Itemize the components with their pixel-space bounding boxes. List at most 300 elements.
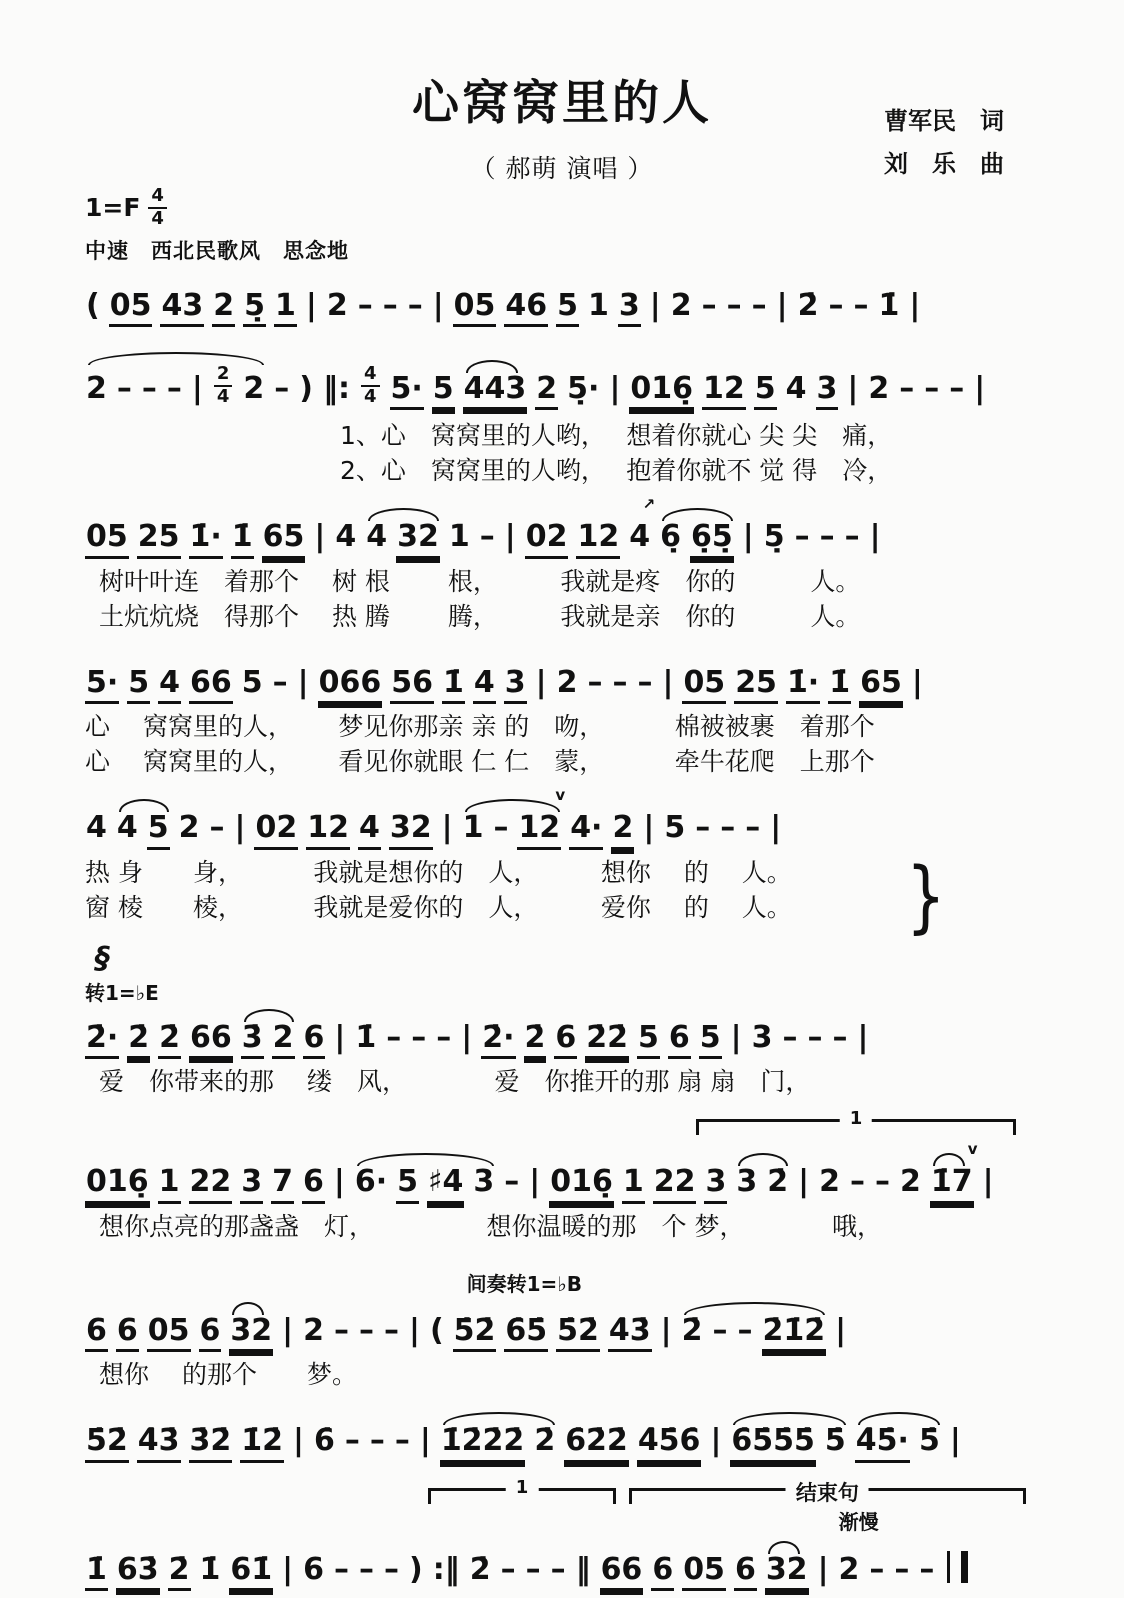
note-token: 7 [271,1166,294,1204]
note-token: 3 [816,373,839,411]
time-signature-bottom: 4 [151,207,164,229]
rit-marking: 渐慢 [838,1509,879,1534]
note-token: 4̇3̇ [137,1425,181,1463]
note-token: 4 [335,519,357,555]
note-token: 12 [306,812,350,850]
note-token: 1̇· [189,521,223,559]
duration-dash: – [726,287,742,323]
tempo-marking: 中速 西北民歌风 思念地 [85,238,349,263]
note-token: 6 [85,1315,108,1353]
duration-dash: – [807,1019,823,1055]
note-token: 066 [318,667,383,705]
slur-group [855,1425,949,1463]
note-token: 6 [554,1022,577,1060]
duration-dash: – [382,287,398,323]
bracket-label: 1 [840,1108,873,1129]
duration-dash: – [383,1312,399,1348]
music-system [85,275,1039,333]
note-token: ♯4 [427,1166,464,1204]
note-token: 2 [86,370,107,406]
duration-dash: – [712,1312,728,1348]
modulation-marking: 转1=♭E [85,980,159,1005]
barline: | [282,1551,294,1587]
note-token: 66 [189,1022,233,1060]
bracket-label: 1 [506,1477,539,1498]
duration-dash: – [924,370,940,406]
duration-dash: – [832,1019,848,1055]
duration-dash: – [828,287,844,323]
time-signature-top: 4 [361,365,380,387]
header [85,0,1039,265]
duration-dash: – [272,664,288,700]
duration-dash: – [745,810,761,846]
note-token: 016̣ [85,1166,150,1204]
notation-line [85,350,1039,418]
credits [884,100,1004,186]
note-token: 3 [473,1164,495,1200]
barline: | [535,664,547,700]
note-token: 2̇ [681,1312,703,1348]
note-token: 4 [116,810,138,846]
note-token: 5̇2̇ [453,1315,497,1353]
note-token: 22 [653,1166,697,1204]
note-token: 6 [302,1166,325,1204]
note-token: 4 [785,370,807,406]
note-token: 4 [86,810,107,846]
lyric-line: 想你点亮的那盏盏 灯， 想你温暖的那 个 梦， 哦， [99,1211,882,1241]
note-token: 2 [819,1164,840,1200]
time-signature-top: 2 [214,365,233,387]
slur-group [659,521,742,559]
barline: | [293,1423,304,1459]
duration-dash: – [479,519,495,555]
note-token: 4 [366,519,388,555]
note-token: 2 [535,373,558,411]
barline: | [817,1551,829,1587]
slur-group [85,365,273,413]
note-token: 2 [899,1164,921,1200]
lyric-line: 爱 你带来的那 缕 风， 爱 你推开的那 扇 扇 门， [99,1067,811,1097]
note-token: 2̇1̇2̇ [762,1315,827,1353]
note-token: 2̇ [127,1022,150,1060]
note-token: 1̇ [878,287,900,323]
note-token: 05 [453,290,497,328]
note-token: 2 [670,287,692,323]
note-token: 1̇ [199,1551,221,1587]
note-token: 1̇2̇ [240,1425,284,1463]
note-token: 65 [262,521,306,559]
note-token: 61̇ [229,1554,273,1592]
lyric-line: 热 身 身， 我就是想你的 人， 想你 的 人。 [85,857,792,887]
note-token: 66 [189,667,233,705]
duration-dash: – [500,1551,516,1587]
barline: | [847,370,859,406]
barline: | [909,287,921,323]
note-token: 5 [637,1022,660,1060]
duration-dash: – [344,1423,360,1459]
barline: | [305,287,317,323]
parenthesis: ) [299,370,313,406]
note-token: 6 [303,1022,326,1060]
time-signature-bottom: 4 [363,386,377,408]
volta-bracket [696,1108,1017,1135]
note-token: 5 [147,812,170,850]
note-token: 2 [556,664,578,700]
note-token: 63̇ [116,1554,160,1592]
music-system [85,786,1039,943]
lyric-line: 树叶叶连 着那个 树 根 根， 我就是疼 你的 人。 [99,566,861,596]
barline: | [461,1019,473,1055]
barline: | [770,810,782,846]
note-token: 4 [158,667,181,705]
music-system [85,1410,1039,1468]
note-token: 05 [682,667,726,705]
note-token: 1̇7 v [930,1166,974,1204]
note-token: 05 [109,290,153,328]
time-signature-bottom: 4 [216,386,230,408]
music-system [85,1262,1039,1393]
duration-dash: – [751,287,767,323]
lyric-line: 心 窝窝里的人， 梦见你那亲 亲 的 吻， 棉被被裹 着那个 [85,712,875,742]
barline: | [649,287,661,323]
note-token: 3 [704,1166,727,1204]
duration-dash: – [436,1019,452,1055]
duration-dash: – [333,1551,349,1587]
barline: | [643,810,655,846]
key-signature [85,187,1039,229]
note-token: 4 [473,667,496,705]
duration-dash: – [949,370,965,406]
note-token: 6̇5̇ [504,1315,548,1353]
note-token: 66 [600,1554,644,1592]
note-token: 46 [504,290,548,328]
time-signature-top: 4 [148,187,167,209]
duration-dash: – [166,370,182,406]
duration-dash: – [358,1312,374,1348]
note-token: 3 [504,667,527,705]
duration-dash: – [209,810,225,846]
note-token: 1̇2̇2̇2̇ [440,1425,526,1463]
note-token: 43 [160,290,204,328]
barline: :‖ [432,1551,460,1587]
note-token: 02 [254,812,298,850]
barline: | [982,1164,994,1200]
note-token: 5 [664,810,686,846]
note-token: 3̇2̇ [189,1425,233,1463]
note-token: 3 [751,1019,773,1055]
duration-dash: – [141,370,157,406]
note-token: 32 [396,521,440,559]
note-token: 12 [576,521,620,559]
duration-dash: – [737,1312,753,1348]
note-token: 2̇ [168,1554,191,1592]
note-token: 3 [736,1164,758,1200]
note-token: 12 [702,373,746,411]
duration-dash: – [899,370,915,406]
lyric-line: 1、心 窝窝里的人哟， 想着你就心 尖 尖 痛， [340,421,893,451]
lyricist-credit: 曹军民 词 [884,107,1004,135]
duration-dash: – [587,664,603,700]
lyric-line: 土炕炕烧 得那个 热 腾 腾， 我就是亲 你的 人。 [99,601,861,631]
note-token: 3 [240,1166,263,1204]
duration-dash: – [853,287,869,323]
barline: | [441,810,453,846]
duration-dash: – [701,287,717,323]
slur-group [440,1425,564,1463]
duration-dash: – [493,810,509,846]
bracket-label: 结束句 [786,1477,869,1507]
note-token: 1 [622,1166,645,1204]
barline: | [314,519,326,555]
note-token: 1̇ [231,521,254,559]
duration-dash: – [869,1551,885,1587]
barline: | [432,287,444,323]
note-token: 5̇2̇ [556,1315,600,1353]
note-token: 2 [611,812,634,850]
note-token: 25 [734,667,778,705]
note-token: 3̇ [241,1022,264,1060]
note-token: 65 [859,667,903,705]
barline: | [835,1312,847,1348]
note-token: 6 [199,1315,222,1353]
music-system [85,1108,1039,1244]
note-token: 5̣· [567,370,600,406]
barline: | [408,1312,420,1348]
final-barline [947,1551,968,1583]
duration-dash: – [358,1551,374,1587]
barline: | [419,1423,431,1459]
note-token: 12 v [517,812,561,850]
barline: ‖: [322,370,350,406]
note-token: 2̇ [797,287,819,323]
note-token: 4̇5̇· [855,1425,910,1463]
note-token: 6̇5̇5̇5̇ [730,1425,816,1463]
barline: | [191,370,203,406]
note-token: 5 [432,373,455,411]
note-token: 02 [525,521,569,559]
duration-dash: – [550,1551,566,1587]
note-token: 3 [618,290,641,328]
parenthesis: ( [86,287,100,323]
ending-bracket [629,1480,1026,1505]
lyric-line: 2、心 窝窝里的人哟， 抱着你就不 觉 得 冷， [340,456,893,486]
barline: | [282,1312,294,1348]
note-token: 2 [243,370,265,406]
breath-mark-icon: v [967,1140,978,1159]
note-token: 2 [178,810,200,846]
note-token: 2 [838,1551,860,1587]
notation-line [85,652,1039,710]
note-token: 5 [127,667,150,705]
note-token: 1 [462,810,484,846]
note-token: 1̇ [355,1019,377,1055]
lyric-line: 想你 的那个 梦。 [99,1360,357,1390]
note-token: 016̣ [549,1166,614,1204]
duration-dash: – [794,519,810,555]
note-token: 2̇ [469,1551,491,1587]
note-token: 4· [569,812,603,850]
annotations-row [85,1262,1039,1300]
composer-credit: 刘 乐 曲 [884,150,1004,179]
time-signature [361,365,380,407]
duration-dash: – [720,810,736,846]
note-token: 5· [390,373,424,411]
notation-line [85,1300,1039,1358]
music-system [85,940,1039,1100]
note-token: 6̇ [313,1423,335,1459]
volta-bracket [428,1476,615,1504]
breath-mark-icon: v [555,786,566,805]
segno-icon: § [95,940,110,976]
note-token: 5̇ [918,1423,940,1459]
note-token: 5̣ [763,519,785,555]
duration-dash: – [894,1551,910,1587]
note-token: 2̇ [158,1022,181,1060]
notation-line [85,1410,1039,1468]
barline: | [504,519,516,555]
barline: | [710,1423,722,1459]
note-token: 2 [303,1312,324,1348]
note-token: 5̇ [824,1423,846,1459]
note-token: 4̇5̇6̇ [637,1425,702,1463]
note-token: 2 [326,287,348,323]
barline: | [333,1164,345,1200]
note-token: 5 [754,373,777,411]
note-token: 6̣ [660,519,681,555]
barline: | [660,1312,672,1348]
barline: | [776,287,788,323]
slur-group [735,1166,797,1201]
slur-group [354,1166,503,1204]
note-token: 2̇ [524,1022,547,1060]
note-token: 56 [390,667,434,705]
note-token: 5 [396,1166,419,1204]
duration-dash: – [844,519,860,555]
parenthesis: ( [429,1312,444,1348]
slur-group [241,1019,303,1060]
note-token: 32 [389,812,433,850]
note-token: 6 [668,1022,691,1060]
note-token: 443 [463,373,528,411]
duration-dash: – [357,287,373,323]
duration-dash: – [874,1164,890,1200]
note-token: 1 [448,519,470,555]
note-token: 2 [272,1022,295,1060]
note-token: 32 [765,1554,809,1592]
note-token: 6 [734,1554,757,1592]
note-token: 32 [229,1315,273,1353]
duration-dash: – [383,1551,399,1587]
barline: ‖ [575,1551,591,1587]
performer-note: （ 郝萌 演唱 ） [470,154,654,183]
duration-dash: – [411,1019,427,1055]
note-token: 6 [116,1315,139,1353]
duration-dash: – [504,1164,520,1200]
music-systems [85,275,1039,1596]
note-token: 1 [588,287,609,323]
barline: | [798,1164,810,1200]
slur-group [730,1425,854,1463]
note-token: 5̣ [243,290,266,328]
interlude-modulation-marking: 间奏转1=♭B [466,1271,582,1296]
annotations-row [85,1476,1039,1536]
duration-dash: – [612,664,628,700]
barline: | [730,1019,742,1055]
notation-line [85,275,1039,333]
key-text: 1=F [85,193,141,223]
duration-dash: – [782,1019,798,1055]
duration-dash: – [637,664,653,700]
note-token: 016̣ [629,373,694,411]
notation-line [85,1536,1039,1597]
duration-dash: – [394,1423,410,1459]
music-system [85,495,1039,634]
note-token: 2 [868,370,890,406]
duration-dash: – [386,1019,402,1055]
duration-dash: – [333,1312,349,1348]
duration-dash: – [116,370,132,406]
barline: | [949,1423,961,1459]
note-token: 6 [303,1551,324,1587]
barline: | [234,810,246,846]
lyrics-repeat-brace: } [906,852,947,943]
note-token: 5· [85,667,119,705]
note-token: 1̇· [786,667,820,705]
note-token: 2̇2̇ [585,1022,629,1060]
note-token: 1̇ [442,667,465,705]
note-token: 5 [241,664,263,700]
note-token: 4 ↗ [629,495,656,555]
slur-group [116,812,178,850]
barline: | [857,1019,869,1055]
barline: | [609,370,621,406]
music-system [85,1476,1039,1597]
note-token: 6· [354,1164,388,1200]
music-system [85,350,1039,488]
notation-line [85,1007,1039,1065]
note-token: 2̇ [767,1164,789,1200]
notation-line [85,786,1039,855]
note-token: 4 [358,812,381,850]
note-token: 6 [651,1554,674,1592]
annotations-row [85,1108,1039,1151]
note-token: 5 [556,290,579,328]
note-token: 2 [212,290,235,328]
note-token: 2̇ [534,1423,556,1459]
duration-dash: – [849,1164,865,1200]
barline: | [974,370,986,406]
barline: | [529,1164,541,1200]
note-token: 5 [699,1022,722,1060]
music-system [85,652,1039,780]
song-title: 心窝窝里的人 [412,76,712,131]
duration-dash: – [525,1551,541,1587]
slur-group [462,786,570,850]
note-token: 2̇· [85,1022,119,1060]
time-signature [148,187,167,229]
duration-dash: – [919,1551,935,1587]
note-token: 05 [85,521,129,559]
note-token: 5̇2̇ [85,1425,129,1463]
barline: | [911,664,923,700]
note-token: 1̇ [85,1554,108,1592]
lyric-line: 心 窝窝里的人， 看见你就眼 仁 仁 蒙， 牵牛花爬 上那个 [85,747,875,777]
note-token: 05 [147,1315,191,1353]
slide-up-icon: ↗ [642,495,656,514]
barline: | [742,519,754,555]
duration-dash: – [819,519,835,555]
time-signature [214,365,233,407]
